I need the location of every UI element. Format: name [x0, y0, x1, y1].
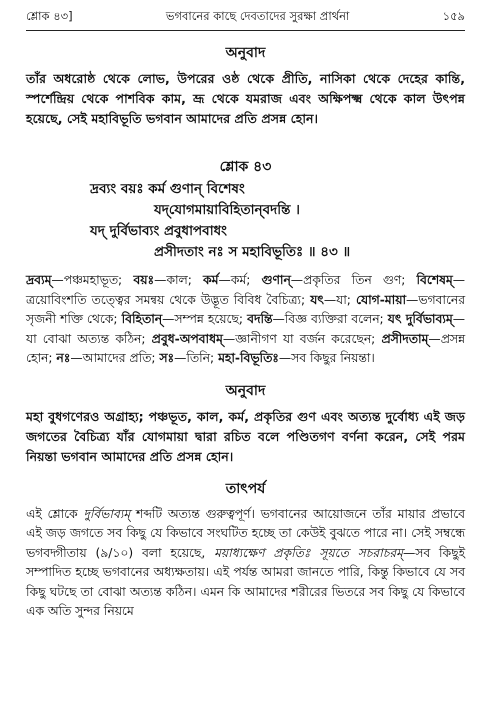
synonym-word: বয়ঃ	[133, 273, 155, 287]
synonym-meaning: ত্রয়োবিংশতি তত্ত্বের সমন্বয় থেকে উদ্ভূত বিবিধ বৈচিত্র্য;	[26, 292, 311, 307]
synonym-word: প্রসীদতাম্	[381, 331, 429, 346]
header-chapter-title: ভগবানের কাছে দেবতাদের সুরক্ষা প্রার্থনা	[165, 9, 350, 23]
page-number: ১৫৯	[442, 9, 465, 23]
translation-heading: অনুবাদ	[225, 45, 266, 61]
synonym-meaning: ভগবানের সৃজনী শক্তি থেকে;	[26, 292, 465, 326]
translation-heading-2: অনুবাদ	[225, 382, 266, 399]
synonym-word: যৎ দুর্বিভাব্যম্	[387, 312, 453, 326]
synonym-meaning: প্রসন্ন হোন;	[26, 331, 466, 365]
synonym-word: বিহিতান্	[121, 312, 163, 326]
verse-line: প্রসীদতাং নঃ স মহাবিভূতিঃ ॥ ৪৩ ॥	[154, 244, 351, 260]
synonym-meaning: কর্ম;	[230, 273, 262, 287]
synonym-word: দ্রব্যম্	[26, 273, 52, 287]
purport-part: —সব কিছুই সম্পাদিত হচ্ছে ভগবানের অধ্যক্ষতায়। এই পর্যন্ত আমরা জানতে পারি, কিন্তু কিভাবে যে সব কিছু ঘটছে তা বোঝা অত্যন্ত কঠিন। এমন কি আমাদের শরীরের ভিতরে সব কিছু যে কিভাবে এক অতি সুন্দর নিয়মে	[26, 545, 465, 618]
header-verse-ref: শ্লোক ৪৩]	[26, 9, 73, 23]
verse-number-heading: শ্লোক ৪৩	[219, 159, 272, 175]
synonym-word: বদন্তি	[247, 312, 273, 326]
synonym-meaning: যা বোঝা অত্যন্ত কঠিন;	[26, 331, 152, 346]
synonym-meaning: কাল;	[166, 273, 204, 287]
purport-part: শব্দটি অত্যন্ত গুরুত্বপূর্ণ। ভগবানের আয়োজনে তাঁর মায়ার প্রভাবে এই জড় জগতে সব কিছু যে কিভাবে সংঘটিত হচ্ছে তা কেউই বুঝতে পারে না। সেই সম্বন্ধে ভগবদ্গীতায় (৯/১০) বলা হয়েছে,	[26, 506, 466, 560]
synonym-meaning: প্রকৃতির তিন গুণ;	[303, 273, 417, 287]
verse-block	[26, 179, 465, 263]
synonym-meaning: বিজ্ঞ ব্যক্তিরা বলেন;	[284, 312, 388, 326]
synonym-word: কর্ম	[203, 273, 219, 287]
synonym-word: প্রবুধ-অপবাধম্	[151, 331, 223, 346]
synonym-word: যোগ-মায়া	[356, 292, 407, 307]
synonym-meaning: জ্ঞানীগণ যা বর্জন করেছেন;	[235, 331, 382, 346]
verse-line: দ্রব্যং বয়ঃ কর্ম গুণান্ বিশেষং	[90, 181, 245, 197]
purport-text	[26, 505, 465, 622]
translation-text: তাঁর অধরোষ্ঠ থেকে লোভ, উপরের ওষ্ঠ থেকে প্রীতি, নাসিকা থেকে দেহের কান্তি, স্পর্শেন্দ্রিয় থেকে পাশবিক কাম, ভ্রূ থেকে যমরাজ এবং অক্ষিপক্ষ্ম থেকে কাল উৎপন্ন হয়েছে, সেই মহাবিভূতি ভগবান আমাদের প্রতি প্রসন্ন হোন।	[26, 71, 465, 126]
purport-part: এই শ্লোকে	[26, 506, 84, 521]
word-for-word-synonyms: দ্রব্যম্—পঞ্চমহাভূত; বয়ঃ—কাল; কর্ম—কর্ম; গুণান্—প্রকৃতির তিন গুণ; বিশেষম্—ত্রয়োবিংশতি তত্ত্বের সমন্বয় থেকে উদ্ভূত বিবিধ বৈচিত্র্য; যৎ—যা; যোগ-মায়া—ভগবানের সৃজনী শক্তি থেকে; বিহিতান্—সম্পন্ন হয়েছে; বদন্তি—বিজ্ঞ ব্যক্তিরা বলেন; যৎ দুর্বিভাব্যম্—যা বোঝা অত্যন্ত কঠিন; প্রবুধ-অপবাধম্—জ্ঞানীগণ যা বর্জন করেছেন; প্রসীদতাম্—প্রসন্ন হোন; নঃ—আমাদের প্রতি; সঃ—তিনি; মহা-বিভূতিঃ—সব কিছুর নিয়ন্তা।	[26, 273, 466, 365]
synonym-word: যৎ	[310, 292, 324, 307]
synonym-word: সঃ	[159, 351, 175, 365]
running-header	[26, 8, 465, 31]
synonym-meaning: পঞ্চমহাভূত;	[63, 273, 134, 287]
synonym-word: মহা-বিভূতিঃ	[218, 351, 279, 365]
verse-line: যদ্‌যোগমায়াবিহিতান্‌বদন্তি ।	[154, 202, 300, 218]
synonym-word: বিশেষম্	[416, 273, 453, 287]
synonym-meaning: সম্পন্ন হয়েছে;	[174, 312, 248, 326]
synonym-meaning: আমাদের প্রতি;	[82, 351, 160, 365]
purport-italic-term: দুর্বিভাব্যম্	[83, 506, 131, 521]
synonym-word: গুণান্	[261, 273, 291, 287]
verse-line: যদ্ দুর্বিভাব্যং প্রবুধাপবাধং	[90, 223, 227, 239]
purport-heading: তাৎপর্য	[225, 480, 266, 497]
purport-italic-quote: ময়াধ্যক্ষেণ প্রকৃতিঃ সূয়তে সচরাচরম্	[214, 545, 403, 560]
synonym-meaning: তিনি;	[186, 351, 219, 365]
synonym-word: নঃ	[56, 351, 71, 365]
synonym-meaning: যা;	[336, 292, 356, 307]
synonym-meaning: সব কিছুর নিয়ন্তা।	[291, 351, 375, 365]
translation-text-2: মহা বুধগণেরও অগ্রাহ্য; পঞ্চভূত, কাল, কর্ম, প্রকৃতির গুণ এবং অত্যন্ত দুর্বোধ্য এই জড় জগতের বৈচিত্র্য যাঁর যোগমায়া দ্বারা রচিত বলে পণ্ডিতগণ বর্ণনা করেন, সেই পরম নিয়ন্তা ভগবান আমাদের প্রতি প্রসন্ন হোন।	[26, 408, 465, 464]
